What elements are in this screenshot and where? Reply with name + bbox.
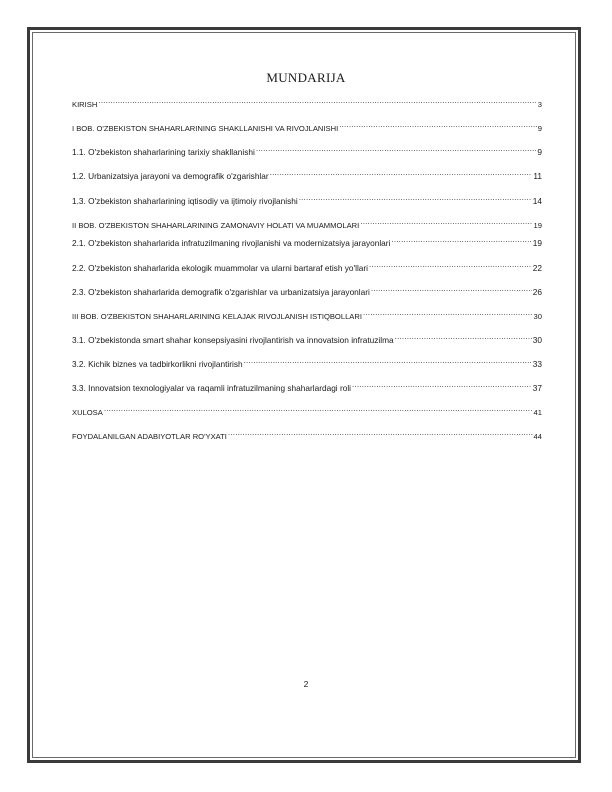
toc-entry-section-3-1[interactable] bbox=[72, 332, 542, 343]
toc-entry-text: KIRISH bbox=[72, 100, 98, 109]
dot-leader bbox=[371, 284, 532, 295]
toc-entry-text: 3.3. Innovatsion texnologiyalar va raqamli infratuzilmaning shaharlardagi roli bbox=[72, 383, 352, 393]
toc-entry-section-2-3[interactable] bbox=[72, 284, 542, 295]
toc-entry-text: 1.2. Urbanizatsiya jarayoni va demografik o'zgarishlar bbox=[72, 171, 269, 181]
toc-entry-section-3-3[interactable] bbox=[72, 380, 542, 391]
dot-leader bbox=[395, 332, 532, 343]
dot-leader bbox=[339, 120, 537, 131]
toc-entry-section-1-3[interactable] bbox=[72, 193, 542, 204]
toc-title: MUNDARIJA bbox=[266, 70, 346, 85]
toc-entry-section-1-2[interactable] bbox=[72, 168, 542, 179]
dot-leader bbox=[270, 168, 533, 179]
toc-entry-section-2-2[interactable] bbox=[72, 260, 542, 271]
page-number: 2 bbox=[303, 679, 309, 689]
toc-entry-text: 3.1. O'zbekistonda smart shahar konsepsiyasini rivojlantirish va innovatsion infratuzilma bbox=[72, 335, 394, 345]
toc-entry-section-1-1[interactable] bbox=[72, 144, 542, 155]
toc-entry-page: 22 bbox=[532, 263, 542, 273]
toc-entry-text: 2.1. O'zbekiston shaharlarida infratuzilmaning rivojlanishi va modernizatsiya jarayonlari bbox=[72, 238, 391, 248]
toc-entry-text: 3.2. Kichik biznes va tadbirkorlikni rivojlantirish bbox=[72, 359, 243, 369]
toc-entry-text: 1.1. O'zbekiston shaharlarining tarixiy shakllanishi bbox=[72, 147, 255, 157]
toc-entry-page: 26 bbox=[532, 287, 542, 297]
toc-entry-page: 19 bbox=[533, 221, 542, 230]
dot-leader bbox=[98, 96, 536, 107]
toc-entry-page: 44 bbox=[533, 432, 542, 441]
dot-leader bbox=[369, 260, 532, 271]
toc-entry-text: III BOB. O'ZBEKISTON SHAHARLARINING KELAJAK RIVOJLANISH ISTIQBOLLARI bbox=[72, 312, 362, 321]
toc-entry-section-3-2[interactable] bbox=[72, 356, 542, 367]
toc-entry-text: 2.3. O'zbekiston shaharlarida demografik o'zgarishlar va urbanizatsiya jarayonlari bbox=[72, 287, 370, 297]
toc-entry-page: 9 bbox=[537, 147, 542, 157]
dot-leader bbox=[244, 356, 532, 367]
toc-entry-text: XULOSA bbox=[72, 408, 103, 417]
toc-entry-xulosa[interactable] bbox=[72, 404, 542, 415]
toc-entry-text: II BOB. O'ZBEKISTON SHAHARLARINING ZAMONAVIY HOLATI VA MUAMMOLARI bbox=[72, 221, 360, 230]
toc-entry-section-2-1[interactable] bbox=[72, 235, 542, 246]
dot-leader bbox=[360, 217, 532, 228]
toc-entry-page: 14 bbox=[532, 196, 542, 206]
toc-entry-page: 30 bbox=[533, 312, 542, 321]
dot-leader bbox=[352, 380, 532, 391]
toc-entry-text: 1.3. O'zbekiston shaharlarining iqtisodiy va ijtimoiy rivojlanishi bbox=[72, 196, 298, 206]
toc-entry-text: FOYDALANILGAN ADABIYOTLAR RO'YXATI bbox=[72, 432, 227, 441]
toc-entry-kirish[interactable] bbox=[72, 96, 542, 107]
toc-entry-chapter-3[interactable] bbox=[72, 308, 542, 319]
dot-leader bbox=[256, 144, 537, 155]
toc-entry-page: 3 bbox=[537, 100, 542, 109]
dot-leader bbox=[363, 308, 533, 319]
toc-entry-page: 9 bbox=[537, 124, 542, 133]
toc-entry-text: 2.2. O'zbekiston shaharlarida ekologik muammolar va ularni bartaraf etish yo'llari bbox=[72, 263, 369, 273]
dot-leader bbox=[228, 428, 533, 439]
toc-entry-page: 30 bbox=[532, 335, 542, 345]
toc-entry-page: 11 bbox=[533, 171, 542, 181]
toc-entry-page: 33 bbox=[532, 359, 542, 369]
toc-entry-text: I BOB. O'ZBEKISTON SHAHARLARINING SHAKLLANISHI VA RIVOJLANISHI bbox=[72, 124, 339, 133]
toc-entry-page: 41 bbox=[533, 408, 542, 417]
dot-leader bbox=[391, 235, 531, 246]
toc-entry-chapter-2[interactable] bbox=[72, 217, 542, 228]
toc-entry-page: 37 bbox=[532, 383, 542, 393]
dot-leader bbox=[299, 193, 532, 204]
toc-entry-references[interactable] bbox=[72, 428, 542, 439]
page-border-inner bbox=[32, 32, 576, 758]
dot-leader bbox=[104, 404, 533, 415]
toc-entry-chapter-1[interactable] bbox=[72, 120, 542, 131]
toc-entry-page: 19 bbox=[532, 238, 542, 248]
